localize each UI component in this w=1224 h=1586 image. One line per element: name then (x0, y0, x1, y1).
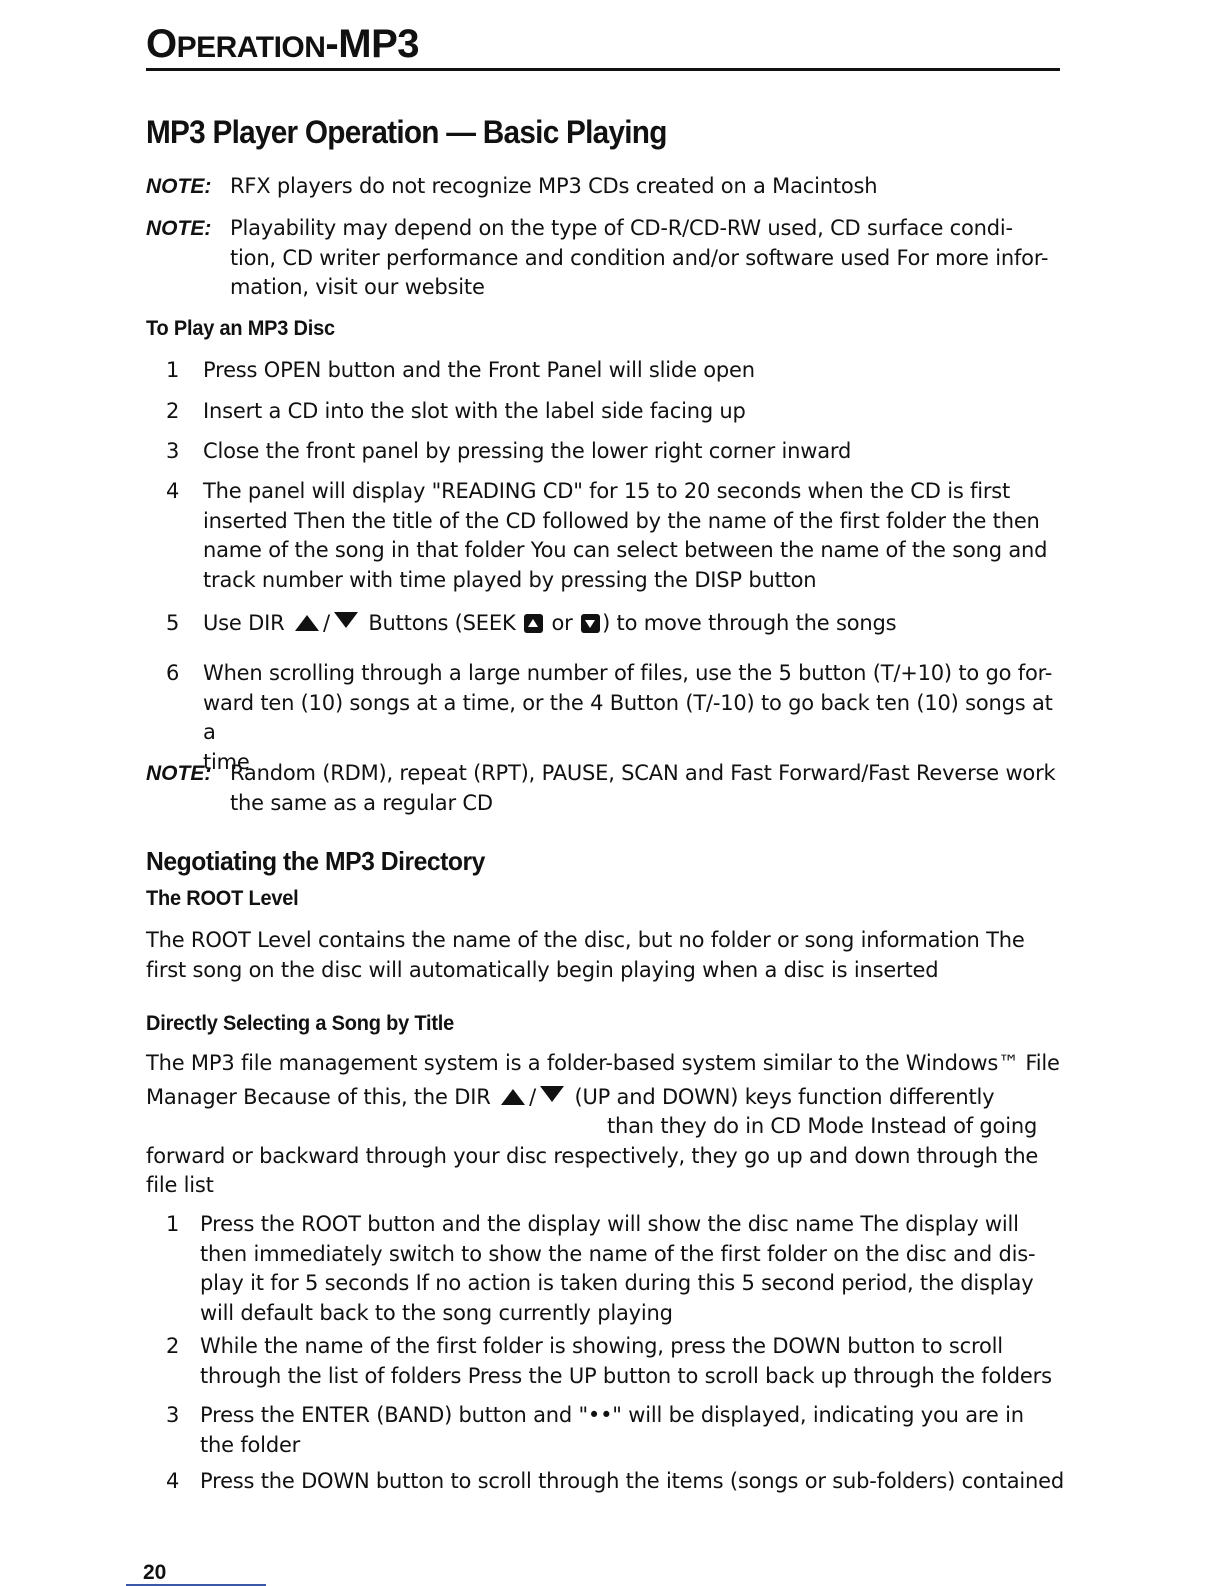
note-random-repeat (146, 759, 1066, 818)
note-playability (146, 214, 1066, 303)
paragraph-line: The ROOT Level contains the name of the disc, but no folder or song information The (146, 928, 1025, 952)
note-label: NOTE: (146, 762, 212, 785)
select-paragraph (146, 1049, 1066, 1201)
select-heading: Directly Selecting a Song by Title (146, 1012, 455, 1035)
step-text-line: When scrolling through a large number of files, use the 5 button (T/+10) to go for- (203, 661, 1053, 685)
play-heading: To Play an MP3 Disc (146, 317, 335, 340)
step-text-line: will default back to the song currently playing (200, 1300, 673, 1325)
step-number: 2 (166, 399, 180, 423)
section-title-rest: PERATION (176, 31, 326, 64)
step-text-line: Press the ROOT button and the display will show the disc name The display will (200, 1212, 1019, 1236)
step-number: 5 (166, 611, 180, 635)
paragraph-text-part: Manager Because of this, the DIR (146, 1084, 491, 1109)
step-text-part: / (322, 611, 330, 635)
step-text-line: then immediately switch to show the name of the first folder on the disc and dis- (200, 1241, 1036, 1266)
step-number: 1 (166, 358, 180, 382)
note-text-line: tion, CD writer performance and condition and/or software used For more infor- (230, 245, 1049, 270)
step-text-part: ) to move through the songs (602, 611, 897, 635)
play-step (166, 609, 1066, 639)
paragraph-line: forward or backward through your disc respectively, they go up and down through the (146, 1143, 1039, 1168)
dir-up-triangle-icon (295, 615, 319, 631)
note-text-line: mation, visit our website (230, 275, 485, 299)
paragraph-line: than they do in CD Mode Instead of going (607, 1114, 1038, 1138)
section-title (146, 22, 1060, 70)
play-step (166, 397, 1066, 427)
select-step (166, 1332, 1066, 1391)
step-text-line: Press the DOWN button to scroll through the items (songs or sub-folders) contained (200, 1469, 1064, 1493)
step-number: 4 (166, 1469, 180, 1493)
play-step (166, 356, 1066, 386)
step-text: Insert a CD into the slot with the label side facing up (203, 399, 746, 423)
note-macintosh (146, 172, 1066, 202)
root-heading: The ROOT Level (146, 887, 299, 910)
step-text-line: through the list of folders Press the UP button to scroll back up through the folders (200, 1363, 1052, 1388)
note-text: RFX players do not recognize MP3 CDs created on a Macintosh (230, 174, 878, 198)
step-text: Press OPEN button and the Front Panel will slide open (203, 358, 755, 382)
step-number: 3 (166, 1403, 180, 1427)
step-text-line: track number with time played by pressing the DISP button (203, 567, 817, 592)
seek-up-icon (524, 614, 543, 633)
step-text-part: Use DIR (203, 611, 285, 635)
step-text-line: The panel will display "READING CD" for 15 to 20 seconds when the CD is first (203, 479, 1011, 503)
note-text-line: the same as a regular CD (230, 790, 493, 815)
note-label: NOTE: (146, 217, 212, 240)
step-number: 3 (166, 439, 180, 463)
paragraph-line: first song on the disc will automatically begin playing when a disc is inserted (146, 957, 939, 982)
step-text-line: the folder (200, 1432, 301, 1457)
dir-up-triangle-icon (501, 1089, 525, 1105)
directory-heading: Negotiating the MP3 Directory (146, 846, 485, 876)
root-paragraph (146, 926, 1066, 985)
paragraph-line (146, 1083, 1066, 1113)
step-text-line: While the name of the first folder is showing, press the DOWN button to scroll (200, 1334, 1003, 1358)
dir-down-triangle-icon (334, 612, 358, 628)
note-text-line: Playability may depend on the type of CD-R/CD-RW used, CD surface condi- (230, 216, 1013, 240)
play-step (166, 437, 1066, 467)
select-step (166, 1210, 1066, 1328)
section-title-initial: O (146, 22, 177, 66)
page-number: 20 (143, 1561, 167, 1584)
play-step (166, 477, 1066, 595)
step-text: Close the front panel by pressing the lower right corner inward (203, 439, 852, 463)
step-text-line: Press the ENTER (BAND) button and "••" will be displayed, indicating you are in (200, 1403, 1024, 1427)
paragraph-line: The MP3 file management system is a folder-based system similar to the Windows™ File (146, 1051, 1060, 1075)
step-text-line: name of the song in that folder You can select between the name of the song and (203, 538, 1048, 562)
paragraph-text-part: (UP and DOWN) keys function differently (574, 1084, 995, 1109)
paragraph-text-part: / (529, 1084, 536, 1109)
step-text-line: inserted Then the title of the CD followed by the name of the first folder the then (203, 508, 1040, 533)
seek-down-icon (581, 614, 600, 633)
step-number: 2 (166, 1334, 180, 1358)
step-text (203, 609, 1066, 639)
page-title: MP3 Player Operation — Basic Playing (146, 114, 667, 150)
step-number: 4 (166, 479, 180, 503)
step-text-part: or (551, 611, 573, 635)
select-step (166, 1467, 1066, 1497)
select-step (166, 1401, 1066, 1460)
section-title-suffix: -MP3 (325, 22, 419, 66)
step-text-line: time (203, 749, 250, 774)
note-label: NOTE: (146, 175, 212, 198)
paragraph-line: file list (146, 1173, 214, 1197)
dir-down-triangle-icon (540, 1086, 564, 1102)
running-header (146, 22, 1060, 71)
note-text-line: Random (RDM), repeat (RPT), PAUSE, SCAN and Fast Forward/Fast Reverse work (230, 761, 1056, 785)
step-number: 1 (166, 1212, 180, 1236)
step-text-line: play it for 5 seconds If no action is taken during this 5 second period, the display (200, 1271, 1034, 1295)
step-text-line: ward ten (10) songs at a time, or the 4 Button (T/-10) to go back ten (10) songs at a (203, 690, 1053, 744)
step-number: 6 (166, 661, 180, 685)
step-text-part: Buttons (SEEK (368, 611, 516, 635)
